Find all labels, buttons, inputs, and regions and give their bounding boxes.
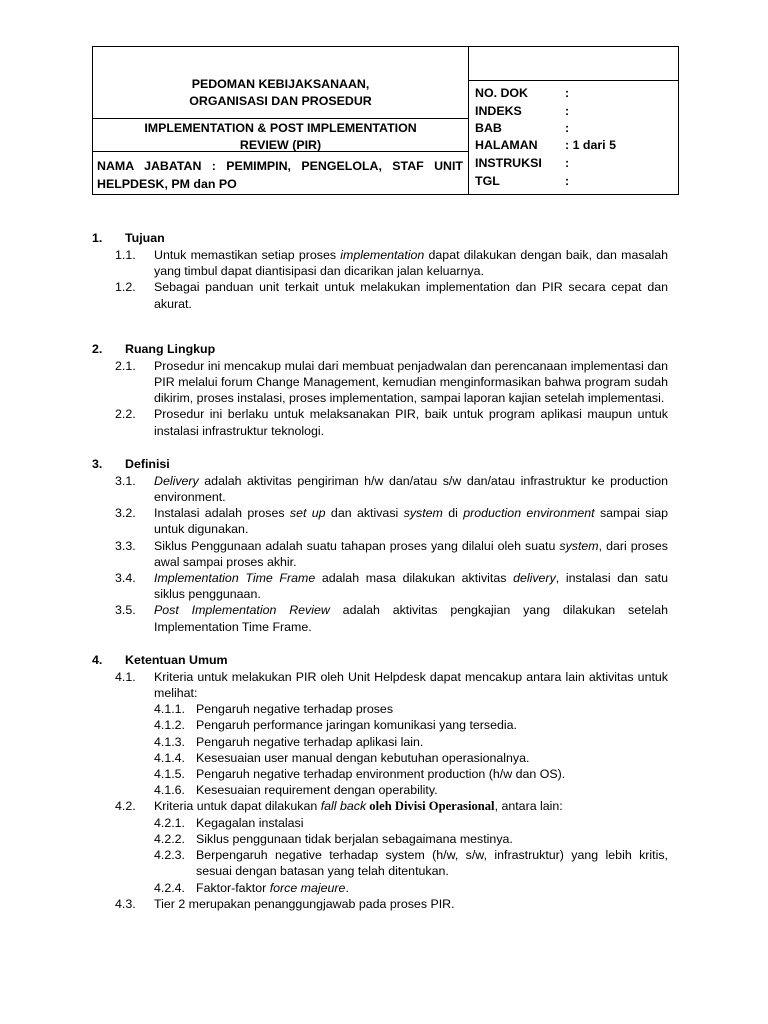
- sub-item-text: Kegagalan instalasi: [196, 815, 304, 830]
- document-header-table: [92, 46, 679, 195]
- header-title: [93, 76, 468, 110]
- sub-item-text-italic: force majeure: [269, 880, 346, 895]
- item-number: 1.1.: [115, 248, 136, 262]
- item-number: 4.2.: [115, 799, 136, 814]
- item-text: sampai siap untuk digunakan.: [154, 506, 668, 537]
- nama-jabatan: NAMA JABATAN : PEMIMPIN, PENGELOLA, STAF UNIT HELPDESK, PM dan PO: [97, 159, 463, 191]
- list-item: [92, 538, 668, 570]
- item-number: 2.2.: [115, 407, 136, 422]
- item-number: 1.2.: [115, 280, 136, 295]
- list-item: [92, 896, 668, 912]
- sub-item-text: Pengaruh negative terhadap proses: [196, 702, 394, 717]
- section-title: Definisi: [125, 456, 170, 471]
- meta-key: BAB: [475, 121, 502, 135]
- list-item: [92, 473, 668, 505]
- section-title: Ruang Lingkup: [125, 341, 216, 356]
- sub-item-number: 4.1.4.: [154, 750, 186, 765]
- section-number: 3.: [92, 456, 103, 471]
- document-body: [92, 230, 668, 912]
- sub-item-number: 4.2.2.: [154, 831, 186, 846]
- sub-item: [92, 880, 668, 896]
- section-title: Tujuan: [125, 231, 165, 245]
- item-text-italic: production environment: [463, 506, 595, 521]
- meta-value: : 1 dari 5: [565, 138, 616, 152]
- sub-item: [92, 782, 668, 798]
- list-item: [92, 247, 668, 279]
- list-item: [92, 279, 668, 311]
- section-heading: [92, 456, 668, 473]
- header-divider: [468, 80, 678, 81]
- sub-item-text: Pengaruh performance jaringan komunikasi yang tersedia.: [196, 718, 517, 733]
- section-heading: [92, 230, 668, 247]
- sub-item-text: Kesesuaian user manual dengan kebutuhan operasionalnya.: [196, 750, 530, 765]
- header-title-line: PEDOMAN KEBIJAKSANAAN,: [191, 77, 370, 91]
- item-text: adalah aktivitas pengiriman h/w dan/atau s/w dan/atau infrastruktur ke production environment.: [154, 473, 668, 505]
- header-subtitle-line: REVIEW (PIR): [239, 138, 322, 152]
- sub-item-number: 4.1.3.: [154, 734, 186, 749]
- section-heading: [92, 652, 668, 669]
- item-text-bold: oleh Divisi Operasional: [366, 799, 495, 814]
- sub-item: [92, 701, 668, 717]
- meta-value: :: [565, 156, 570, 170]
- sub-item: [92, 847, 668, 879]
- item-number: 3.1.: [115, 473, 136, 488]
- item-text: dan aktivasi: [325, 506, 404, 521]
- item-text-italic: Delivery: [154, 473, 199, 488]
- header-subtitle-line: IMPLEMENTATION & POST IMPLEMENTATION: [144, 121, 417, 135]
- item-text-italic: Post Implementation Review: [154, 603, 330, 618]
- sub-item: [92, 831, 668, 847]
- sub-item-number: 4.1.1.: [154, 702, 186, 717]
- sub-item: [92, 766, 668, 782]
- item-text-italic: set up: [289, 506, 326, 521]
- item-text: Kriteria untuk melakukan PIR oleh Unit Helpdesk dapat mencakup antara lain aktivitas untuk melihat:: [154, 669, 668, 701]
- section-ketentuan-umum: [92, 652, 668, 912]
- header-subtitle: [93, 120, 468, 154]
- item-text-italic: system: [403, 506, 443, 521]
- item-text-italic: Implementation Time Frame: [154, 571, 316, 586]
- list-item: [92, 602, 668, 634]
- item-text-italic: fall back: [320, 799, 367, 814]
- sub-list: [92, 701, 668, 798]
- list-item: [92, 358, 668, 407]
- sub-item-text: Kesesuaian requirement dengan operability.: [196, 783, 438, 798]
- item-text: , antara lain:: [494, 799, 563, 814]
- item-text-italic: implementation: [340, 248, 425, 262]
- section-ruang-lingkup: [92, 341, 668, 439]
- item-text: di: [442, 506, 464, 521]
- item-number: 3.2.: [115, 506, 136, 521]
- sub-item-number: 4.1.5.: [154, 767, 186, 782]
- meta-key: NO. DOK: [475, 86, 529, 100]
- sub-item: [92, 734, 668, 750]
- sub-item: [92, 815, 668, 831]
- section-heading: [92, 341, 668, 358]
- item-number: 3.4.: [115, 571, 136, 586]
- sub-item-text: Siklus penggunaan tidak berjalan sebagaimana mestinya.: [196, 831, 513, 846]
- meta-key: INDEKS: [475, 104, 522, 118]
- item-text: Prosedur ini mencakup mulai dari membuat penjadwalan dan perencanaan implementasi dan PIR melalui forum Change Management, kemudian menginformasikan bahwa program sudah dikirim, proses instalasi, proses implementation, sampai laporan kajian setelah implementasi.: [154, 358, 668, 406]
- meta-value: :: [565, 174, 570, 188]
- section-number: 4.: [92, 652, 103, 667]
- item-text: , instalasi dan satu siklus penggunaan.: [154, 571, 668, 602]
- sub-item: [92, 750, 668, 766]
- sub-item-text: Pengaruh negative terhadap aplikasi lain.: [196, 734, 424, 749]
- sub-item-text: .: [345, 880, 349, 895]
- sub-item-number: 4.1.6.: [154, 783, 186, 798]
- item-text: , dari proses awal sampai proses akhir.: [154, 538, 668, 569]
- meta-value: :: [565, 104, 570, 118]
- item-number: 3.3.: [115, 538, 136, 553]
- section-title: Ketentuan Umum: [125, 652, 228, 667]
- sub-item-text: Berpengaruh negative terhadap system (h/w, s/w, infrastruktur) yang lebih kritis, sesuai dengan batasan yang telah ditentukan.: [196, 848, 668, 879]
- item-text: Sebagai panduan unit terkait untuk melakukan implementation dan PIR secara cepat dan akurat.: [154, 280, 668, 311]
- meta-key: TGL: [475, 174, 500, 188]
- item-text: adalah aktivitas pengkajian yang dilakukan setelah Implementation Time Frame.: [154, 603, 668, 634]
- list-item: [92, 798, 668, 814]
- sub-item-number: 4.2.4.: [154, 880, 186, 895]
- list-item: [92, 570, 668, 602]
- item-text: Prosedur ini berlaku untuk melaksanakan PIR, baik untuk program aplikasi maupun untuk instalasi infrastruktur teknologi.: [154, 407, 668, 438]
- item-number: 2.1.: [115, 358, 136, 373]
- item-text-italic: system: [559, 538, 599, 553]
- meta-key: HALAMAN: [475, 138, 538, 152]
- list-item: [92, 505, 668, 537]
- item-text: dapat dilakukan dengan baik, dan masalah yang timbul dapat diantisipasi dan dicarikan jalan keluarnya.: [154, 248, 668, 279]
- header-divider: [93, 118, 468, 119]
- item-number: 4.1.: [115, 669, 136, 684]
- sub-item: [92, 717, 668, 733]
- sub-item-number: 4.1.2.: [154, 718, 186, 733]
- sub-item-text: Faktor-faktor: [196, 880, 270, 895]
- item-text: adalah masa dilakukan aktivitas: [315, 571, 514, 586]
- item-text: Siklus Penggunaan adalah suatu tahapan proses yang dilalui oleh suatu: [154, 538, 560, 553]
- item-text: Kriteria untuk dapat dilakukan: [154, 799, 321, 814]
- item-text: Instalasi adalah proses: [154, 506, 290, 521]
- meta-value: :: [565, 121, 570, 135]
- item-text-italic: delivery: [513, 571, 556, 586]
- item-number: 4.3.: [115, 896, 136, 911]
- section-number: 2.: [92, 341, 103, 356]
- section-definisi: [92, 456, 668, 635]
- header-divider-vertical: [468, 47, 469, 194]
- list-item: [92, 669, 668, 701]
- section-number: 1.: [92, 231, 103, 245]
- item-number: 3.5.: [115, 603, 136, 618]
- sub-item-number: 4.2.1.: [154, 815, 186, 830]
- sub-item-number: 4.2.3.: [154, 848, 186, 863]
- item-text: Untuk memastikan setiap proses: [154, 248, 341, 262]
- meta-value: :: [565, 86, 570, 100]
- sub-item-text: Pengaruh negative terhadap environment production (h/w dan OS).: [196, 767, 566, 782]
- meta-key: INSTRUKSI: [475, 156, 542, 170]
- list-item: [92, 406, 668, 438]
- section-tujuan: [92, 230, 668, 312]
- item-text: Tier 2 merupakan penanggungjawab pada proses PIR.: [154, 896, 455, 911]
- header-title-line: ORGANISASI DAN PROSEDUR: [189, 94, 372, 108]
